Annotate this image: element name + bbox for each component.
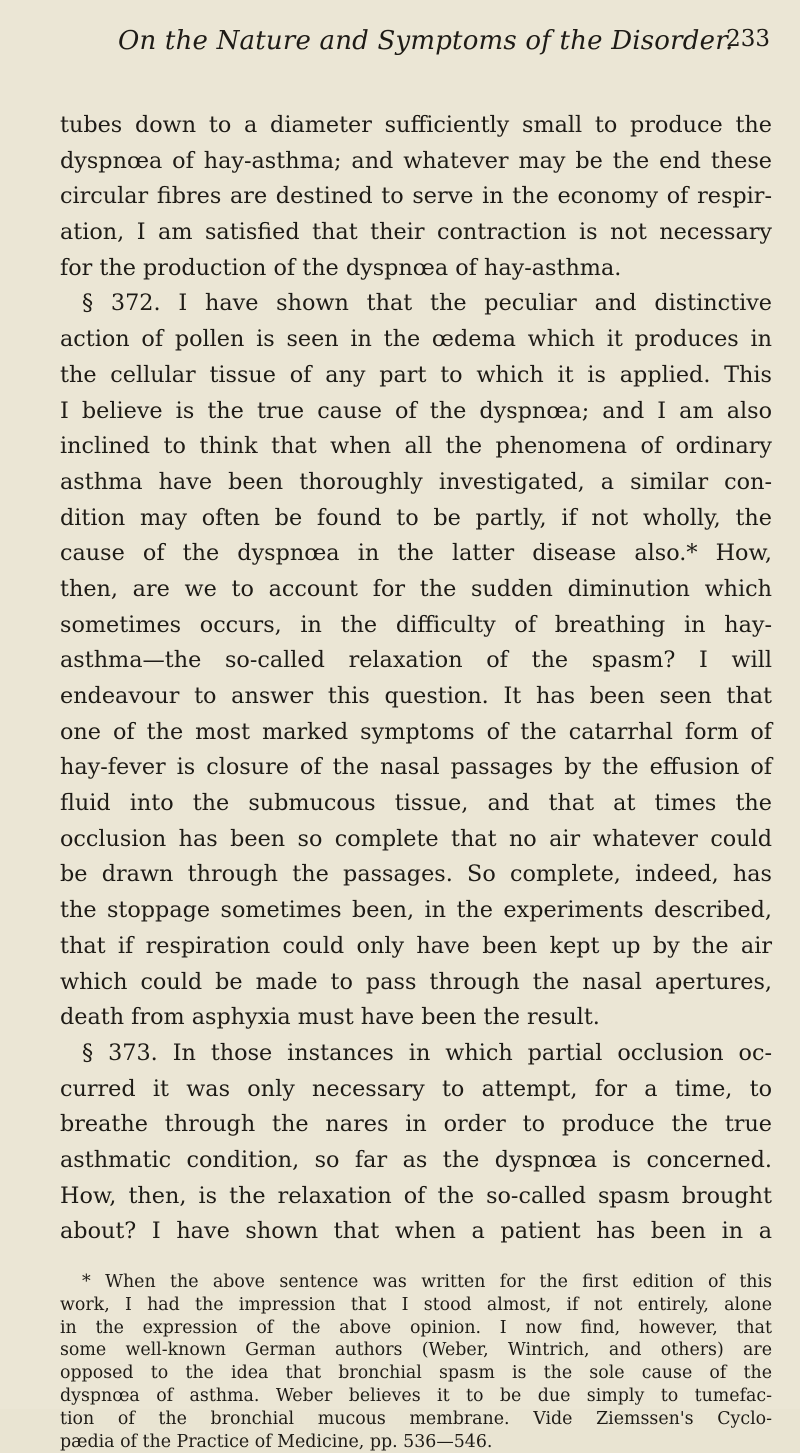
text-line: about? I have shown that when a patient has been in a: [60, 1218, 772, 1245]
section-373-start: § 373. In those instances in which partial occlusion oc-: [82, 1039, 772, 1066]
text-line: then, are we to account for the sudden diminution which: [60, 575, 772, 602]
footnote-line: in the expression of the above opinion. I now find, however, that: [60, 1317, 772, 1338]
text-line: that if respiration could only have been kept up by the air: [60, 932, 772, 959]
text-line: dition may often be found to be partly, if not wholly, the: [60, 504, 772, 531]
text-line: asthma—the so-called relaxation of the spasm? I will: [60, 647, 772, 674]
text-line: ation, I am satisfied that their contraction is not necessary: [60, 219, 772, 246]
text-line: death from asphyxia must have been the result.: [60, 1004, 600, 1031]
text-line: endeavour to answer this question. It has been seen that: [60, 683, 772, 709]
text-line: for the production of the dyspnœa of hay-asthma.: [60, 254, 622, 281]
text-line: dyspnœa of hay-asthma; and whatever may be the end these: [60, 147, 772, 174]
body-text: [60, 108, 772, 1250]
text-line: curred it was only necessary to attempt, for a time, to: [60, 1075, 772, 1102]
text-line: which could be made to pass through the nasal apertures,: [60, 968, 772, 995]
text-line: the cellular tissue of any part to which it is applied. This: [60, 361, 772, 388]
text-line: fluid into the submucous tissue, and that at times the: [60, 790, 772, 817]
footnote: [60, 1271, 772, 1453]
text-line: cause of the dyspnœa in the latter disease also.* How,: [60, 540, 772, 567]
footnote-line: work, I had the impression that I stood almost, if not entirely, alone: [60, 1294, 772, 1315]
text-line: occlusion has been so complete that no air whatever could: [60, 825, 772, 852]
text-line: circular fibres are destined to serve in the economy of respir-: [60, 183, 772, 210]
footnote-line: pædia of the Practice of Medicine, pp. 536—546.: [60, 1431, 493, 1452]
text-line: How, then, is the relaxation of the so-called spasm brought: [60, 1182, 772, 1209]
text-line: inclined to think that when all the phenomena of ordinary: [60, 433, 772, 460]
footnote-line: dyspnœa of asthma. Weber believes it to be due simply to tumefac-: [60, 1385, 772, 1406]
text-line: tubes down to a diameter sufficiently small to produce the: [60, 112, 772, 138]
footnote-line: some well-known German authors (Weber, Wintrich, and others) are: [60, 1340, 772, 1361]
text-line: I believe is the true cause of the dyspnœa; and I am also: [60, 397, 772, 424]
text-line: breathe through the nares in order to produce the true: [60, 1111, 772, 1138]
text-line: the stoppage sometimes been, in the experiments described,: [60, 897, 772, 924]
text-line: sometimes occurs, in the difficulty of breathing in hay-: [60, 611, 772, 638]
text-line: hay-fever is closure of the nasal passages by the effusion of: [60, 754, 772, 781]
text-line: one of the most marked symptoms of the catarrhal form of: [60, 718, 772, 745]
running-title: On the Nature and Symptoms of the Disorder.: [118, 26, 734, 56]
footnote-line: tion of the bronchial mucous membrane. Vide Ziemssen's Cyclo-: [60, 1408, 772, 1429]
text-line: be drawn through the passages. So complete, indeed, has: [60, 861, 772, 888]
footnote-line: opposed to the idea that bronchial spasm is the sole cause of the: [60, 1363, 772, 1384]
section-372-start: § 372. I have shown that the peculiar and distinctive: [82, 290, 772, 317]
running-head: [118, 24, 770, 64]
footnote-line: * When the above sentence was written for the first edition of this: [82, 1272, 772, 1292]
text-line: action of pollen is seen in the œdema which it produces in: [60, 326, 772, 353]
page-number: 233: [726, 26, 770, 52]
text-line: asthma have been thoroughly investigated, a similar con-: [60, 468, 772, 495]
text-line: asthmatic condition, so far as the dyspnœa is concerned.: [60, 1146, 772, 1173]
